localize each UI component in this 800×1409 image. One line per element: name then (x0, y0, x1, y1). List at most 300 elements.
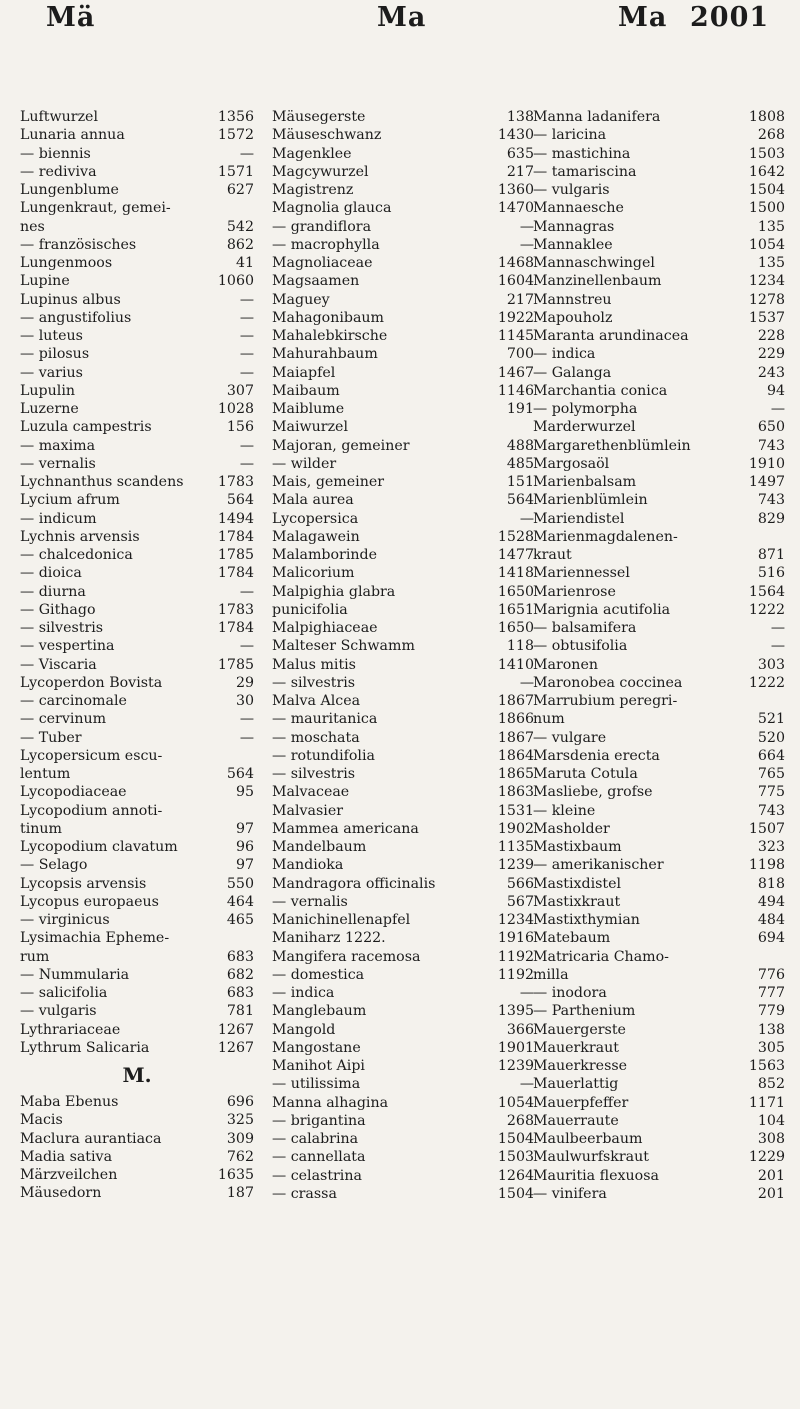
entry-term: Lupinus albus (20, 291, 121, 308)
entry-number: 1500 (748, 200, 785, 217)
index-entry (272, 1148, 534, 1166)
entry-number: 305 (757, 1039, 785, 1056)
entry-term: Mais, gemeiner (272, 474, 385, 490)
index-entry (533, 345, 785, 363)
index-entry (272, 1057, 534, 1075)
entry-term: Matricaria Chamo- (533, 948, 669, 965)
entry-term: Marderwurzel (533, 419, 636, 436)
entry-number: 1635 (217, 1167, 254, 1183)
entry-number: 516 (757, 565, 785, 582)
index-entry (20, 637, 254, 655)
entry-number: 1537 (748, 309, 785, 326)
index-entry (20, 929, 254, 947)
entry-term: — balsamifera (533, 620, 637, 636)
entry-term: Mauerlattig (533, 1076, 619, 1093)
index-entry (20, 272, 254, 290)
index-entry (533, 108, 785, 126)
index-entry (533, 911, 785, 929)
index-entry (20, 893, 254, 911)
entry-number: 366 (506, 1021, 534, 1038)
index-entry (20, 583, 254, 601)
index-entry (272, 145, 534, 163)
index-entry (272, 966, 534, 984)
index-entry (272, 856, 534, 874)
entry-term: Mastixkraut (533, 893, 621, 910)
index-entry (272, 729, 534, 747)
entry-term: Maiwurzel (272, 419, 348, 436)
entry-number: 1650 (497, 583, 534, 600)
index-entry (20, 601, 254, 619)
entry-number: 323 (757, 839, 785, 855)
entry-number: 743 (757, 492, 785, 509)
entry-number: — (239, 711, 254, 728)
entry-term: Marrubium peregri- (533, 693, 678, 709)
entry-term: Marienbalsam (533, 474, 637, 490)
entry-number: 1430 (497, 127, 534, 144)
entry-number: 1785 (217, 656, 254, 673)
entry-term: milla (533, 966, 569, 983)
index-entry (20, 875, 254, 893)
index-entry (533, 418, 785, 436)
index-entry (20, 145, 254, 163)
index-entry (533, 491, 785, 509)
entry-number: 683 (226, 985, 254, 1001)
entry-number: 104 (757, 1112, 785, 1129)
index-entry (272, 272, 534, 290)
index-entry (20, 382, 254, 400)
entry-term: — rediviva (20, 163, 97, 180)
index-entry (20, 546, 254, 564)
entry-term: Magnoliaceae (272, 255, 373, 271)
index-entry (20, 656, 254, 674)
entry-number: 485 (506, 455, 534, 472)
entry-number: 187 (226, 1185, 254, 1202)
index-entry (533, 455, 785, 473)
entry-number: 1234 (497, 912, 534, 928)
entry-term: Mauerkraut (533, 1039, 619, 1056)
section-letter-heading (20, 1057, 254, 1093)
index-entry (533, 236, 785, 254)
index-entry (272, 218, 534, 236)
entry-term: Magsaamen (272, 273, 360, 290)
entry-number: — (239, 583, 254, 600)
index-entry (20, 528, 254, 546)
index-entry (272, 491, 534, 509)
entry-term: Lupulin (20, 382, 75, 399)
entry-term: punicifolia (272, 601, 348, 618)
index-entry (533, 327, 785, 345)
entry-term: Mastixbaum (533, 839, 622, 855)
index-entry (20, 126, 254, 144)
entry-number: — (239, 309, 254, 326)
entry-number: 743 (757, 437, 785, 454)
entry-number: 1784 (217, 528, 254, 545)
index-entry (272, 510, 534, 528)
entry-number: 1198 (748, 857, 785, 874)
index-entry (272, 619, 534, 637)
entry-number: 1267 (217, 1039, 254, 1056)
entry-number: 1504 (497, 1185, 534, 1202)
index-entry (20, 254, 254, 272)
index-entry (533, 382, 785, 400)
entry-number: 97 (235, 820, 254, 837)
entry-number: — (519, 674, 534, 691)
entry-number: 309 (226, 1130, 254, 1147)
entry-number: 1239 (497, 1058, 534, 1074)
entry-term: — silvestris (272, 766, 356, 782)
entry-number: 1910 (748, 455, 785, 472)
entry-term: Manihot Aipi (272, 1058, 365, 1074)
index-entry (272, 747, 534, 765)
header-left-guideword: Mä (46, 2, 96, 33)
entry-term: — vernalis (20, 455, 96, 472)
entry-number: 1528 (497, 528, 534, 545)
index-entry (272, 601, 534, 619)
entry-number: 1902 (497, 820, 534, 837)
entry-term: Lycium afrum (20, 492, 120, 509)
entry-term: Maba Ebenus (20, 1094, 119, 1110)
entry-number: 228 (757, 328, 785, 344)
entry-number: 1356 (217, 109, 254, 125)
entry-term: Lycopodium annoti- (20, 802, 163, 819)
entry-term: — kleine (533, 802, 596, 819)
index-entry (20, 966, 254, 984)
entry-term: Malicorium (272, 565, 355, 582)
index-entry (20, 1111, 254, 1129)
entry-number: — (519, 1076, 534, 1093)
entry-term: — Nummularia (20, 966, 130, 983)
entry-term: Maronen (533, 656, 598, 673)
index-entry (533, 637, 785, 655)
entry-term: Masliebe, grofse (533, 784, 653, 801)
entry-number: 564 (506, 492, 534, 509)
entry-term: — chalcedonica (20, 547, 133, 563)
entry-number: 1054 (497, 1094, 534, 1111)
index-entry (20, 364, 254, 382)
index-entry (533, 1075, 785, 1093)
index-entry (272, 1185, 534, 1203)
entry-term: Mauerkresse (533, 1058, 628, 1074)
entry-term: Lycopodiaceae (20, 784, 127, 801)
entry-number: 97 (235, 857, 254, 874)
entry-term: Mauritia flexuosa (533, 1167, 659, 1184)
entry-term: Mahalebkirsche (272, 328, 388, 344)
entry-term: Mannaschwingel (533, 255, 655, 271)
index-entry (20, 948, 254, 966)
section-letter: M. (122, 1063, 152, 1087)
entry-term: Mandragora officinalis (272, 875, 436, 892)
entry-number: 1467 (497, 364, 534, 381)
entry-number: — (519, 510, 534, 527)
entry-term: — Galanga (533, 364, 612, 381)
entry-number: 781 (226, 1003, 254, 1020)
index-entry (272, 1112, 534, 1130)
entry-term: — crassa (272, 1185, 337, 1202)
entry-term: Manichinellenapfel (272, 912, 411, 928)
entry-number: — (239, 291, 254, 308)
index-entry (272, 710, 534, 728)
entry-term: — Selago (20, 857, 88, 874)
entry-number: 1360 (497, 182, 534, 198)
index-entry (272, 783, 534, 801)
entry-number: 700 (506, 346, 534, 363)
entry-number: 1222 (748, 674, 785, 691)
entry-term: — Viscaria (20, 656, 97, 673)
index-entry (20, 783, 254, 801)
entry-number: — (239, 455, 254, 472)
index-entry (533, 564, 785, 582)
entry-term: Lycoperdon Bovista (20, 674, 163, 691)
index-entry (20, 1039, 254, 1057)
index-entry (272, 199, 534, 217)
entry-term: — indicum (20, 510, 97, 527)
entry-number: 1234 (748, 273, 785, 290)
entry-number: 303 (757, 656, 785, 673)
index-entry (272, 1094, 534, 1112)
entry-term: Mannaklee (533, 236, 613, 253)
entry-term: Lychnanthus scandens (20, 474, 184, 490)
entry-number: — (519, 218, 534, 235)
entry-term: lentum (20, 766, 71, 782)
entry-number: 243 (757, 364, 785, 381)
entry-term: — laricina (533, 127, 607, 144)
index-entry (272, 400, 534, 418)
index-entry (533, 747, 785, 765)
index-entry (533, 783, 785, 801)
entry-term: — indica (272, 985, 335, 1001)
index-entry (533, 473, 785, 491)
entry-term: — vinifera (533, 1185, 607, 1202)
entry-number: 118 (506, 638, 534, 655)
entry-term: Lungenkraut, gemei- (20, 200, 171, 217)
index-entry (20, 473, 254, 491)
entry-number: 1171 (748, 1094, 785, 1111)
entry-term: — mauritanica (272, 711, 378, 728)
index-entry (272, 1167, 534, 1185)
index-entry (20, 345, 254, 363)
entry-number: — (519, 985, 534, 1001)
index-entry (272, 820, 534, 838)
entry-term: Mastixthymian (533, 912, 640, 928)
index-entry (272, 1002, 534, 1020)
entry-number: 217 (506, 163, 534, 180)
entry-term: Maulwurfskraut (533, 1149, 649, 1166)
entry-term: — pilosus (20, 346, 90, 363)
entry-number: 268 (757, 127, 785, 144)
entry-term: — virginicus (20, 912, 110, 928)
entry-term: Manglebaum (272, 1003, 367, 1020)
entry-number: 1192 (497, 966, 534, 983)
entry-number: — (770, 401, 785, 417)
entry-term: — biennis (20, 145, 91, 162)
entry-number: 777 (757, 985, 785, 1001)
entry-term: Mangostane (272, 1039, 361, 1056)
entry-number: 1410 (497, 656, 534, 673)
index-entry (533, 966, 785, 984)
index-entry (533, 1112, 785, 1130)
entry-term: — Parthenium (533, 1003, 636, 1020)
entry-term: Magistrenz (272, 182, 354, 198)
entry-number: 465 (226, 912, 254, 928)
entry-number: 818 (757, 875, 785, 892)
entry-term: Mannagras (533, 218, 615, 235)
entry-term: — vespertina (20, 638, 115, 655)
entry-number: 564 (226, 492, 254, 509)
entry-number: 1916 (497, 930, 534, 947)
entry-term: Luzerne (20, 401, 79, 417)
index-entry (272, 1075, 534, 1093)
index-entry (20, 674, 254, 692)
index-entry (20, 309, 254, 327)
entry-number: 201 (757, 1167, 785, 1184)
index-entry (533, 601, 785, 619)
entry-term: — amerikanischer (533, 857, 664, 874)
index-entry (533, 802, 785, 820)
index-entry (20, 1184, 254, 1202)
entry-number: 1783 (217, 601, 254, 618)
entry-number: 567 (506, 893, 534, 910)
index-entry (533, 546, 785, 564)
index-entry (20, 199, 254, 217)
entry-number: 1504 (748, 182, 785, 198)
entry-term: Majoran, gemeiner (272, 437, 410, 454)
entry-term: Malamborinde (272, 547, 377, 563)
entry-term: Malus mitis (272, 656, 356, 673)
index-entry (533, 400, 785, 418)
entry-term: — vernalis (272, 893, 348, 910)
index-entry (20, 491, 254, 509)
index-entry (533, 181, 785, 199)
entry-number: 268 (506, 1112, 534, 1129)
header-center-guideword: Ma (377, 2, 427, 33)
index-entry (533, 1167, 785, 1185)
index-entry (272, 437, 534, 455)
entry-number: 494 (757, 893, 785, 910)
entry-term: Lycopsis arvensis (20, 875, 147, 892)
index-entry (272, 473, 534, 491)
entry-term: Malpighia glabra (272, 583, 396, 600)
entry-term: Maranta arundinacea (533, 328, 689, 344)
entry-term: Masholder (533, 820, 610, 837)
index-entry (533, 218, 785, 236)
entry-number: 94 (766, 382, 785, 399)
entry-term: Mannaesche (533, 200, 624, 217)
entry-term: Malvaceae (272, 784, 350, 801)
entry-term: Manna alhagina (272, 1094, 389, 1111)
page-number: 2001 (690, 2, 770, 33)
entry-number: 1192 (497, 948, 534, 965)
index-entry (20, 455, 254, 473)
entry-term: — silvestris (272, 674, 356, 691)
index-entry (533, 1039, 785, 1057)
entry-term: Mäusegerste (272, 109, 366, 125)
entry-term: Lycopus europaeus (20, 893, 159, 910)
index-entry (272, 1021, 534, 1039)
index-entry (20, 765, 254, 783)
index-entry (533, 583, 785, 601)
index-entry (20, 418, 254, 436)
index-entry (20, 1002, 254, 1020)
entry-term: Lunaria annua (20, 127, 125, 144)
index-entry (533, 729, 785, 747)
index-entry (20, 510, 254, 528)
entry-term: Mangifera racemosa (272, 948, 421, 965)
index-entry (20, 838, 254, 856)
entry-number: 29 (235, 674, 254, 691)
index-entry (533, 510, 785, 528)
entry-term: Maibaum (272, 382, 340, 399)
index-entry (533, 674, 785, 692)
index-column-2 (272, 108, 534, 1203)
index-entry (533, 929, 785, 947)
index-entry (533, 710, 785, 728)
entry-term: Magenklee (272, 145, 352, 162)
entry-term: Margarethenblümlein (533, 437, 691, 454)
index-entry (272, 765, 534, 783)
entry-number: 682 (226, 966, 254, 983)
entry-number: 151 (506, 474, 534, 490)
entry-term: Luftwurzel (20, 109, 98, 125)
index-entry (533, 1057, 785, 1075)
index-column-3 (533, 108, 785, 1203)
index-entry (272, 254, 534, 272)
entry-number: 564 (226, 766, 254, 782)
index-entry (20, 1130, 254, 1148)
entry-term: Mandioka (272, 857, 344, 874)
entry-number: 1239 (497, 857, 534, 874)
entry-term: Magnolia glauca (272, 200, 392, 217)
index-entry (272, 236, 534, 254)
header-right-guideword: Ma (618, 2, 668, 33)
entry-term: Maclura aurantiaca (20, 1130, 162, 1147)
entry-term: — luteus (20, 328, 83, 344)
entry-number: 1028 (217, 401, 254, 417)
index-entry (533, 1130, 785, 1148)
entry-term: Mandelbaum (272, 839, 367, 855)
index-entry (272, 364, 534, 382)
entry-number: 1864 (497, 747, 534, 764)
index-entry (533, 656, 785, 674)
entry-number: 829 (757, 510, 785, 527)
entry-number: 1503 (497, 1149, 534, 1166)
index-entry (272, 802, 534, 820)
entry-term: Mariennessel (533, 565, 630, 582)
entry-term: Lycopodium clavatum (20, 839, 178, 855)
entry-number: 1060 (217, 273, 254, 290)
index-entry (272, 875, 534, 893)
index-entry (272, 1039, 534, 1057)
index-entry (272, 893, 534, 911)
entry-number: 229 (757, 346, 785, 363)
entry-number: 743 (757, 802, 785, 819)
index-entry (20, 1148, 254, 1166)
entry-term: — Tuber (20, 729, 82, 746)
entry-number: 1418 (497, 565, 534, 582)
entry-number: 1863 (497, 784, 534, 801)
index-entry (20, 729, 254, 747)
entry-number: 1784 (217, 565, 254, 582)
entry-number: 520 (757, 729, 785, 746)
index-entry (272, 291, 534, 309)
index-entry (533, 309, 785, 327)
entry-term: Matebaum (533, 930, 611, 947)
entry-term: — vulgaris (20, 1003, 97, 1020)
index-entry (533, 291, 785, 309)
index-entry (533, 765, 785, 783)
entry-term: Märzveilchen (20, 1167, 118, 1183)
entry-term: — mastichina (533, 145, 631, 162)
entry-term: — wilder (272, 455, 337, 472)
